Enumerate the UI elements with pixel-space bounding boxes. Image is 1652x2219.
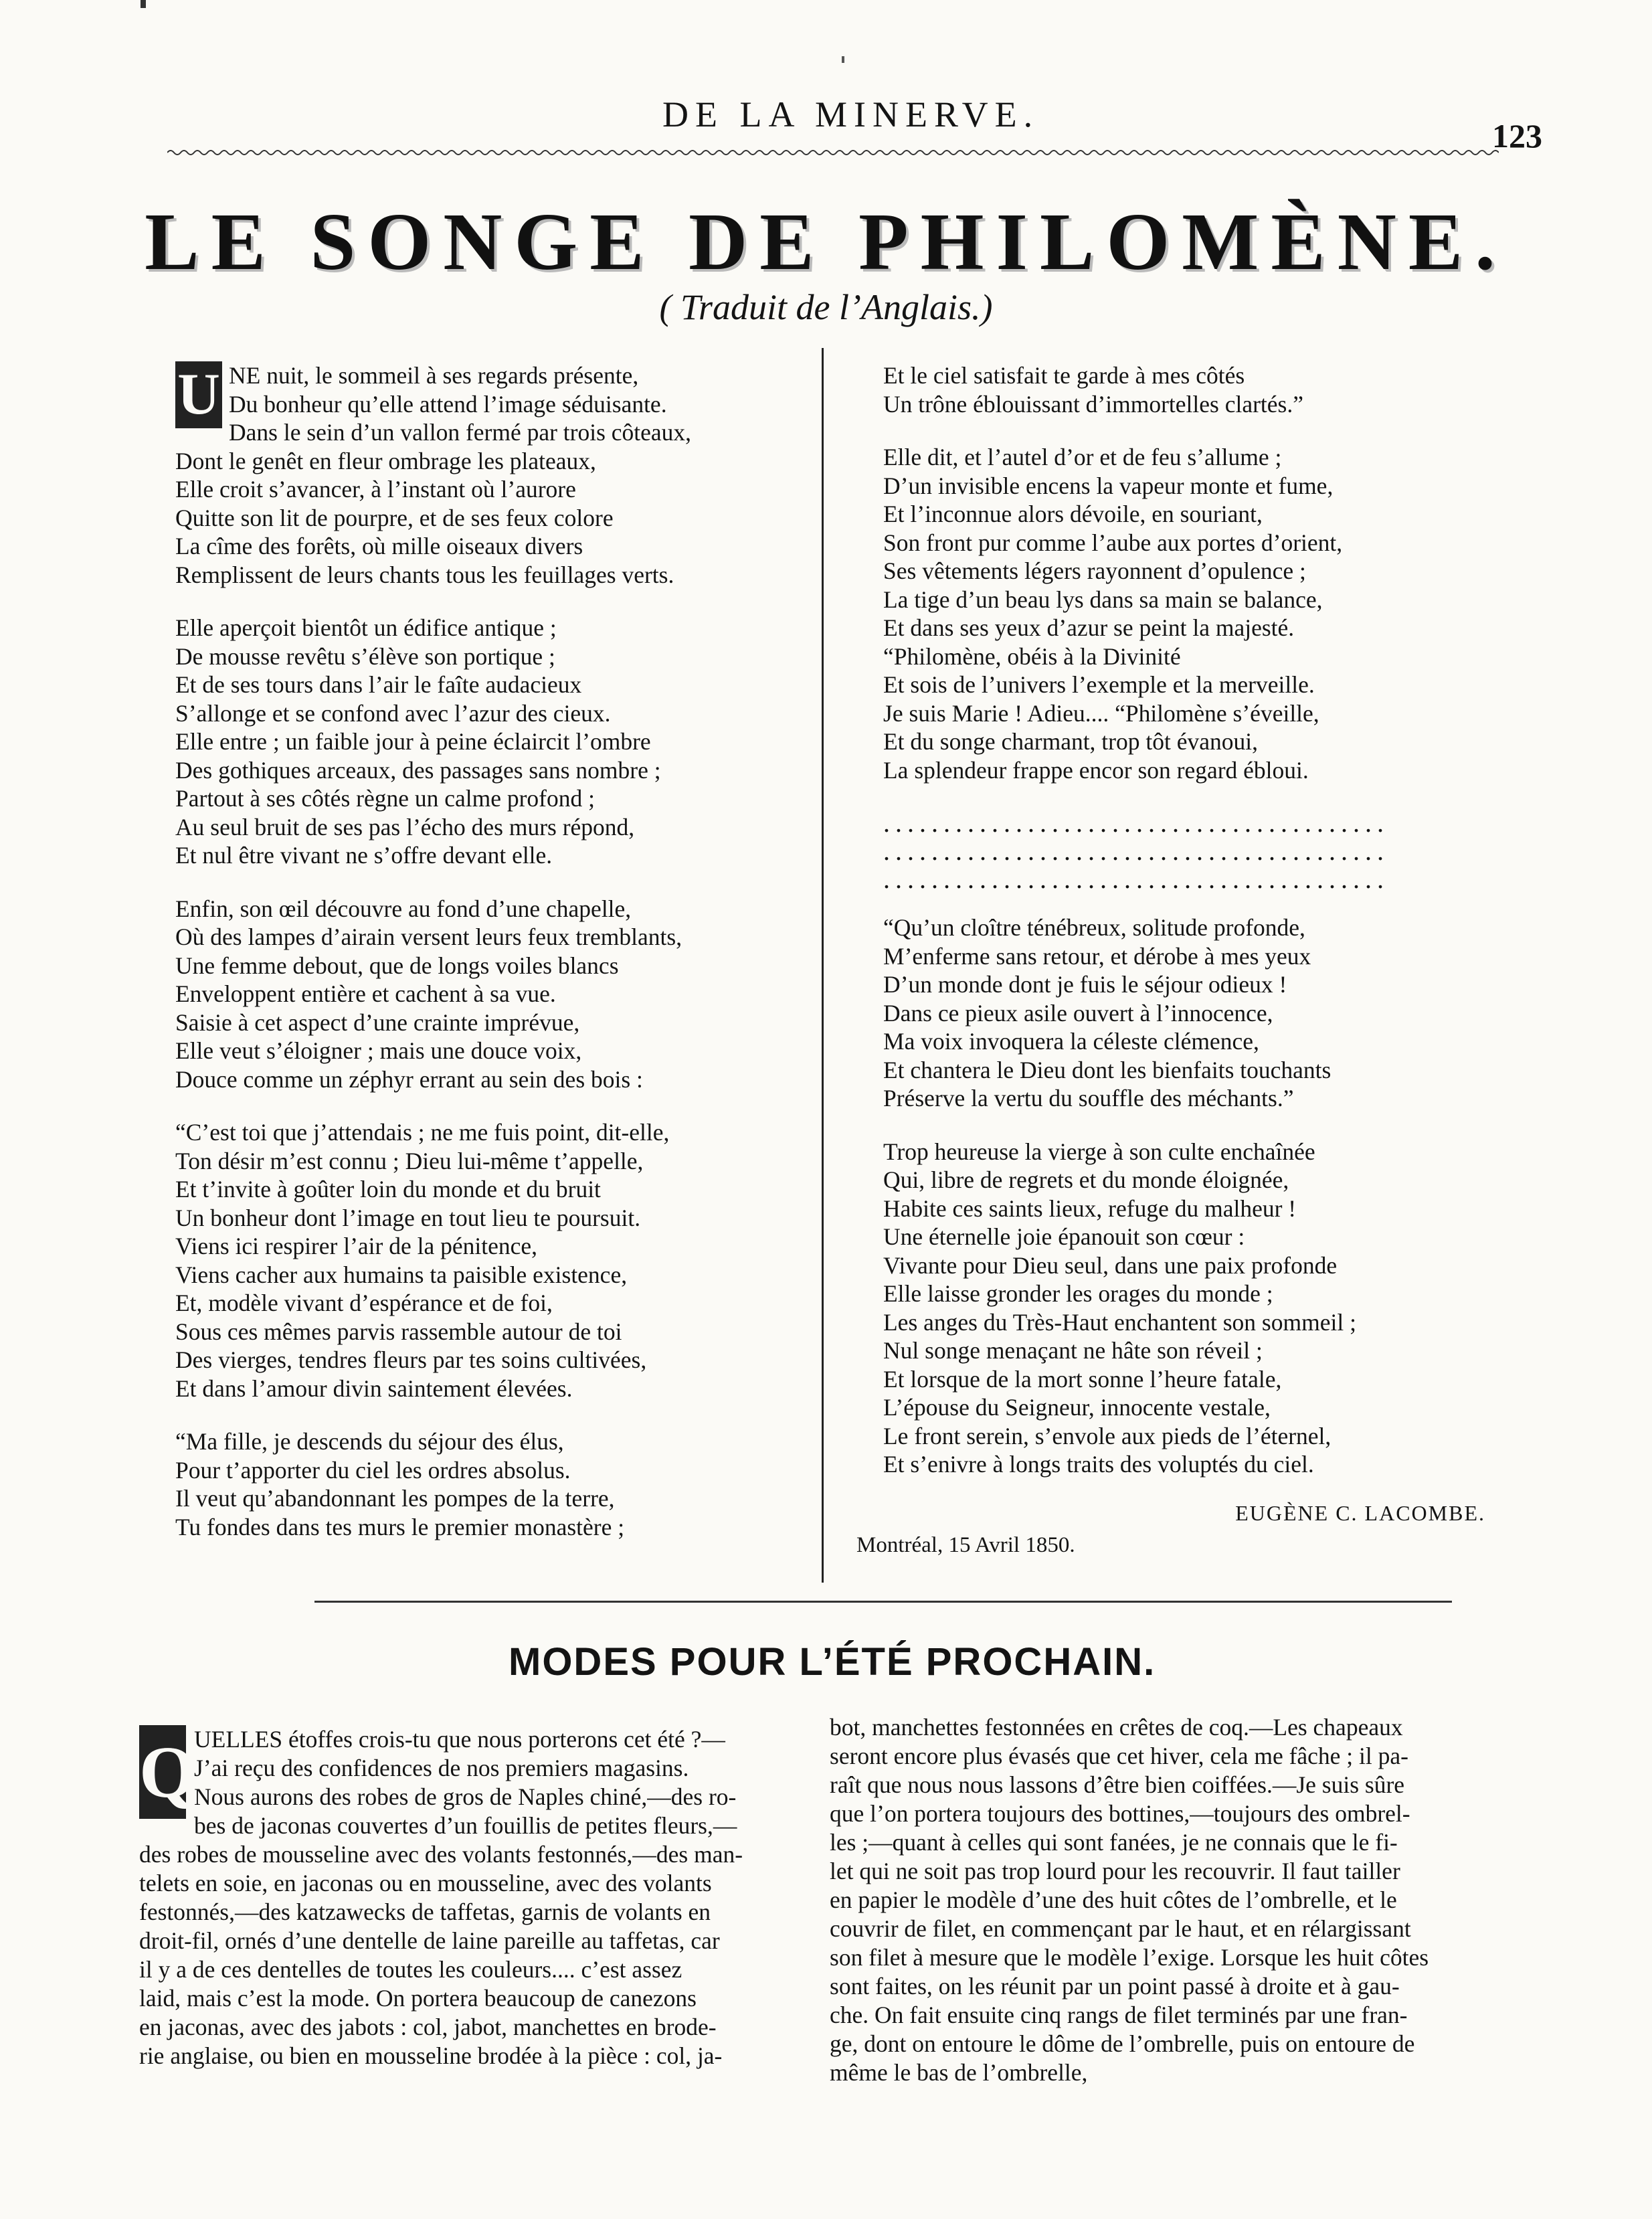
verse-line: “Qu’un cloître ténébreux, solitude profonde, [883,914,1305,941]
page-number: 123 [1492,117,1542,155]
verse-line: Et sois de l’univers l’exemple et la merveille. [883,671,1315,698]
prose-line: sont faites, on les réunit par un point passé à droite et à gau- [830,1973,1400,2000]
verse-line: Et lorsque de la mort sonne l’heure fatale, [883,1365,1282,1393]
signature-row [883,1498,1485,1528]
running-title: DE LA MINERVE. [662,94,1040,135]
verse-line: D’un invisible encens la vapeur monte et fume, [883,472,1334,499]
verse-line: Qui, libre de regrets et du monde éloignée, [883,1166,1289,1193]
prose-line: rie anglaise, ou bien en mousseline brodée à la pièce : col, ja- [139,2042,723,2069]
section-divider [314,1601,1452,1603]
page-header [0,94,1652,155]
prose-line: raît que nous nous lassons d’être bien coiffées.—Je suis sûre [830,1771,1405,1798]
verse-line: Du bonheur qu’elle attend l’image séduisante. [229,390,667,418]
prose-line: festonnés,—des katzawecks de taffetas, garnis de volants en [139,1898,711,1925]
article-dropcap: Q [139,1725,186,1819]
verse-line: Je suis Marie ! Adieu.... “Philomène s’éveille, [883,699,1319,727]
article-left-column [139,1725,802,2070]
verse-line: Elle dit, et l’autel d’or et de feu s’allume ; [883,444,1282,470]
verse-line: Viens cacher aux humains ta paisible existence, [175,1261,628,1288]
verse-line: Et dans ses yeux d’azur se peint la majesté. [883,614,1295,641]
verse-line: D’un monde dont je fuis le séjour odieux ! [883,971,1287,998]
verse-line: Elle veut s’éloigner ; mais une douce voix, [175,1037,582,1064]
verse-line: Et du songe charmant, trop tôt évanoui, [883,728,1258,755]
poem-left-column [175,361,804,1566]
poem-dateline: Montréal, 15 Avril 1850. [856,1533,1075,1557]
verse-line: S’allonge et se confond avec l’azur des cieux. [175,699,611,727]
stanza [175,614,804,870]
verse-line: Ton désir m’est connu ; Dieu lui-même t’appelle, [175,1147,644,1174]
verse-line: Et dans l’amour divin saintement élevées. [175,1374,573,1402]
article-title: MODES POUR L’ÉTÉ PROCHAIN. [509,1640,1156,1684]
stanza [883,913,1485,1113]
verse-line: Préserve la vertu du souffle des méchants.” [883,1085,1294,1112]
verse-line: Des vierges, tendres fleurs par tes soins cultivées, [175,1346,647,1373]
prose-line: seront encore plus évasés que cet hiver, cela me fâche ; il pa- [830,1743,1408,1769]
poem-subtitle: ( Traduit de l’Anglais.) [659,287,993,327]
verse-line: Ses vêtements légers rayonnent d’opulence ; [883,557,1306,584]
verse-line: Sous ces mêmes parvis rassemble autour de toi [175,1318,622,1345]
verse-line: Des gothiques arceaux, des passages sans nombre ; [175,756,661,784]
verse-line: La splendeur frappe encor son regard ébloui. [883,756,1309,784]
poem-signature: EUGÈNE C. LACOMBE. [1235,1500,1485,1525]
dotted-line: .......................................... [883,837,1389,865]
verse-line: Et nul être vivant ne s’offre devant elle. [175,842,553,869]
verse-line: Dont le genêt en fleur ombrage les plateaux, [175,447,596,474]
verse-line: Dans ce pieux asile ouvert à l’innocence, [883,999,1273,1027]
verse-line: Le front serein, s’envole aux pieds de l’éternel, [883,1422,1332,1449]
prose-line: couvrir de filet, en commençant par le haut, et en rélargissant [830,1915,1411,1942]
dotted-ellipsis [883,809,1485,893]
prose-line: en jaconas, avec des jabots : col, jabot, manchettes en brode- [139,2014,717,2040]
verse-line: Où des lampes d’airain versent leurs feux tremblants, [175,923,682,950]
verse-line: Dans le sein d’un vallon fermé par trois côteaux, [229,419,692,446]
verse-line: Une femme debout, que de longs voiles blancs [175,952,619,979]
verse-line: Les anges du Très-Haut enchantent son sommeil ; [883,1308,1356,1336]
stanza [175,895,804,1094]
prose-line: même le bas de l’ombrelle, [830,2059,1088,2086]
article-right-text [830,1713,1492,2087]
verse-line: Et, modèle vivant d’espérance et de foi, [175,1290,553,1316]
prose-line: J’ai reçu des confidences de nos premiers magasins. [194,1755,689,1781]
prose-line: Nous aurons des robes de gros de Naples chiné,—des ro- [194,1783,737,1810]
poem-dropcap: U [175,361,222,428]
wavy-rule [167,149,1499,157]
prose-line: les ;—quant à celles qui sont fanées, je ne connais que le fi- [830,1829,1398,1856]
verse-line: Et de ses tours dans l’air le faîte audacieux [175,671,582,698]
verse-line: Elle aperçoit bientôt un édifice antique ; [175,614,557,641]
verse-line: Un trône éblouissant d’immortelles clartés.” [883,390,1303,418]
poem-title: LE SONGE DE PHILOMÈNE. [145,197,1507,287]
dotted-line: .......................................... [883,865,1389,893]
verse-line: Viens ici respirer l’air de la pénitence, [175,1233,537,1259]
verse-line: Et s’enivre à longs traits des voluptés du ciel. [883,1451,1314,1478]
prose-line: let qui ne soit pas trop lourd pour les recouvrir. Il faut tailler [830,1858,1400,1884]
verse-line: Trop heureuse la vierge à son culte enchaînée [883,1138,1315,1165]
verse-line: Habite ces saints lieux, refuge du malheur ! [883,1194,1297,1222]
verse-line: L’épouse du Seigneur, innocente vestale, [883,1394,1271,1421]
verse-line: Son front pur comme l’aube aux portes d’orient, [883,529,1343,556]
stanza [175,1427,804,1541]
verse-line: Un bonheur dont l’image en tout lieu te poursuit. [175,1204,641,1231]
prose-line: laid, mais c’est la mode. On portera beaucoup de canezons [139,1985,697,2012]
prose-line: telets en soie, en jaconas ou en mousseline, avec des volants [139,1870,712,1896]
verse-line: Elle croit s’avancer, à l’instant où l’aurore [175,476,576,503]
verse-line: Enfin, son œil découvre au fond d’une chapelle, [175,895,632,922]
verse-line: Et t’invite à goûter loin du monde et du bruit [175,1176,601,1203]
prose-line: bot, manchettes festonnées en crêtes de coq.—Les chapeaux [830,1714,1403,1741]
prose-line: que l’on portera toujours des bottines,—toujours des ombrel- [830,1800,1410,1827]
verse-line: La tige d’un beau lys dans sa main se balance, [883,586,1323,613]
verse-line: Nul songe menaçant ne hâte son réveil ; [883,1337,1263,1364]
verse-line: Tu fondes dans tes murs le premier monastère ; [175,1513,625,1540]
stanza [175,361,804,589]
prose-line: il y a de ces dentelles de toutes les couleurs.... c’est assez [139,1956,682,1983]
print-speck [842,56,844,63]
verse-line: La cîme des forêts, où mille oiseaux divers [175,533,583,559]
prose-line: bes de jaconas couvertes d’un fouillis de petites fleurs,— [194,1812,737,1839]
verse-line: Et le ciel satisfait te garde à mes côtés [883,362,1245,389]
stanza [883,361,1485,418]
article-left-text [139,1725,802,2070]
prose-line: UELLES étoffes crois-tu que nous porterons cet été ?— [194,1726,725,1753]
verse-line: Elle laisse gronder les orages du monde ; [883,1280,1273,1307]
verse-line: Elle entre ; un faible jour à peine éclaircit l’ombre [175,728,651,755]
verse-line: Vivante pour Dieu seul, dans une paix profonde [883,1251,1338,1279]
verse-line: Au seul bruit de ses pas l’écho des murs répond, [175,813,635,840]
prose-line: ge, dont on entoure le dôme de l’ombrelle, puis on entoure de [830,2030,1415,2057]
stanza [175,1118,804,1403]
verse-line: Douce comme un zéphyr errant au sein des bois : [175,1065,643,1093]
verse-line: Quitte son lit de pourpre, et de ses feux colore [175,504,614,531]
verse-line: Et chantera le Dieu dont les bienfaits touchants [883,1056,1332,1083]
verse-line: De mousse revêtu s’élève son portique ; [175,642,555,670]
verse-line: Et l’inconnue alors dévoile, en souriant, [883,501,1263,527]
verse-line: M’enferme sans retour, et dérobe à mes yeux [883,942,1311,970]
verse-line: Remplissent de leurs chants tous les feuillages verts. [175,561,674,588]
verse-line: Une éternelle joie épanouit son cœur : [883,1223,1245,1250]
stanza [883,1138,1485,1479]
poem-right-part-a [883,361,1485,784]
prose-line: che. On fait ensuite cinq rangs de filet terminés par une fran- [830,2002,1408,2028]
verse-line: “Philomène, obéis à la Divinité [883,642,1181,670]
verse-line: “Ma fille, je descends du séjour des élus, [175,1428,564,1455]
stanza [883,443,1485,784]
prose-line: droit-fil, ornés d’une dentelle de laine pareille au taffetas, car [139,1927,720,1954]
prose-line: en papier le modèle d’une des huit côtes de l’ombrelle, et le [830,1886,1397,1913]
article-right-column [830,1713,1492,2087]
print-mark [141,0,146,8]
prose-line: des robes de mousseline avec des volants festonnés,—des man- [139,1841,743,1868]
verse-line: Ma voix invoquera la céleste clémence, [883,1028,1259,1055]
verse-line: Pour t’apporter du ciel les ordres absolus. [175,1456,571,1484]
verse-line: Il veut qu’abandonnant les pompes de la terre, [175,1485,615,1512]
verse-line: Partout à ses côtés règne un calme profond ; [175,785,595,812]
dotted-line: .......................................... [883,809,1389,837]
column-rule [822,348,824,1583]
prose-line: son filet à mesure que le modèle l’exige. Lorsque les huit côtes [830,1944,1429,1971]
verse-line: Saisie à cet aspect d’une crainte imprévue, [175,1008,580,1036]
poem-right-part-b [883,913,1485,1479]
verse-line: Enveloppent entière et cachent à sa vue. [175,980,556,1007]
poem-right-column [856,361,1485,1560]
verse-line: NE nuit, le sommeil à ses regards présente, [229,362,639,389]
verse-line: “C’est toi que j’attendais ; ne me fuis point, dit-elle, [175,1119,670,1146]
